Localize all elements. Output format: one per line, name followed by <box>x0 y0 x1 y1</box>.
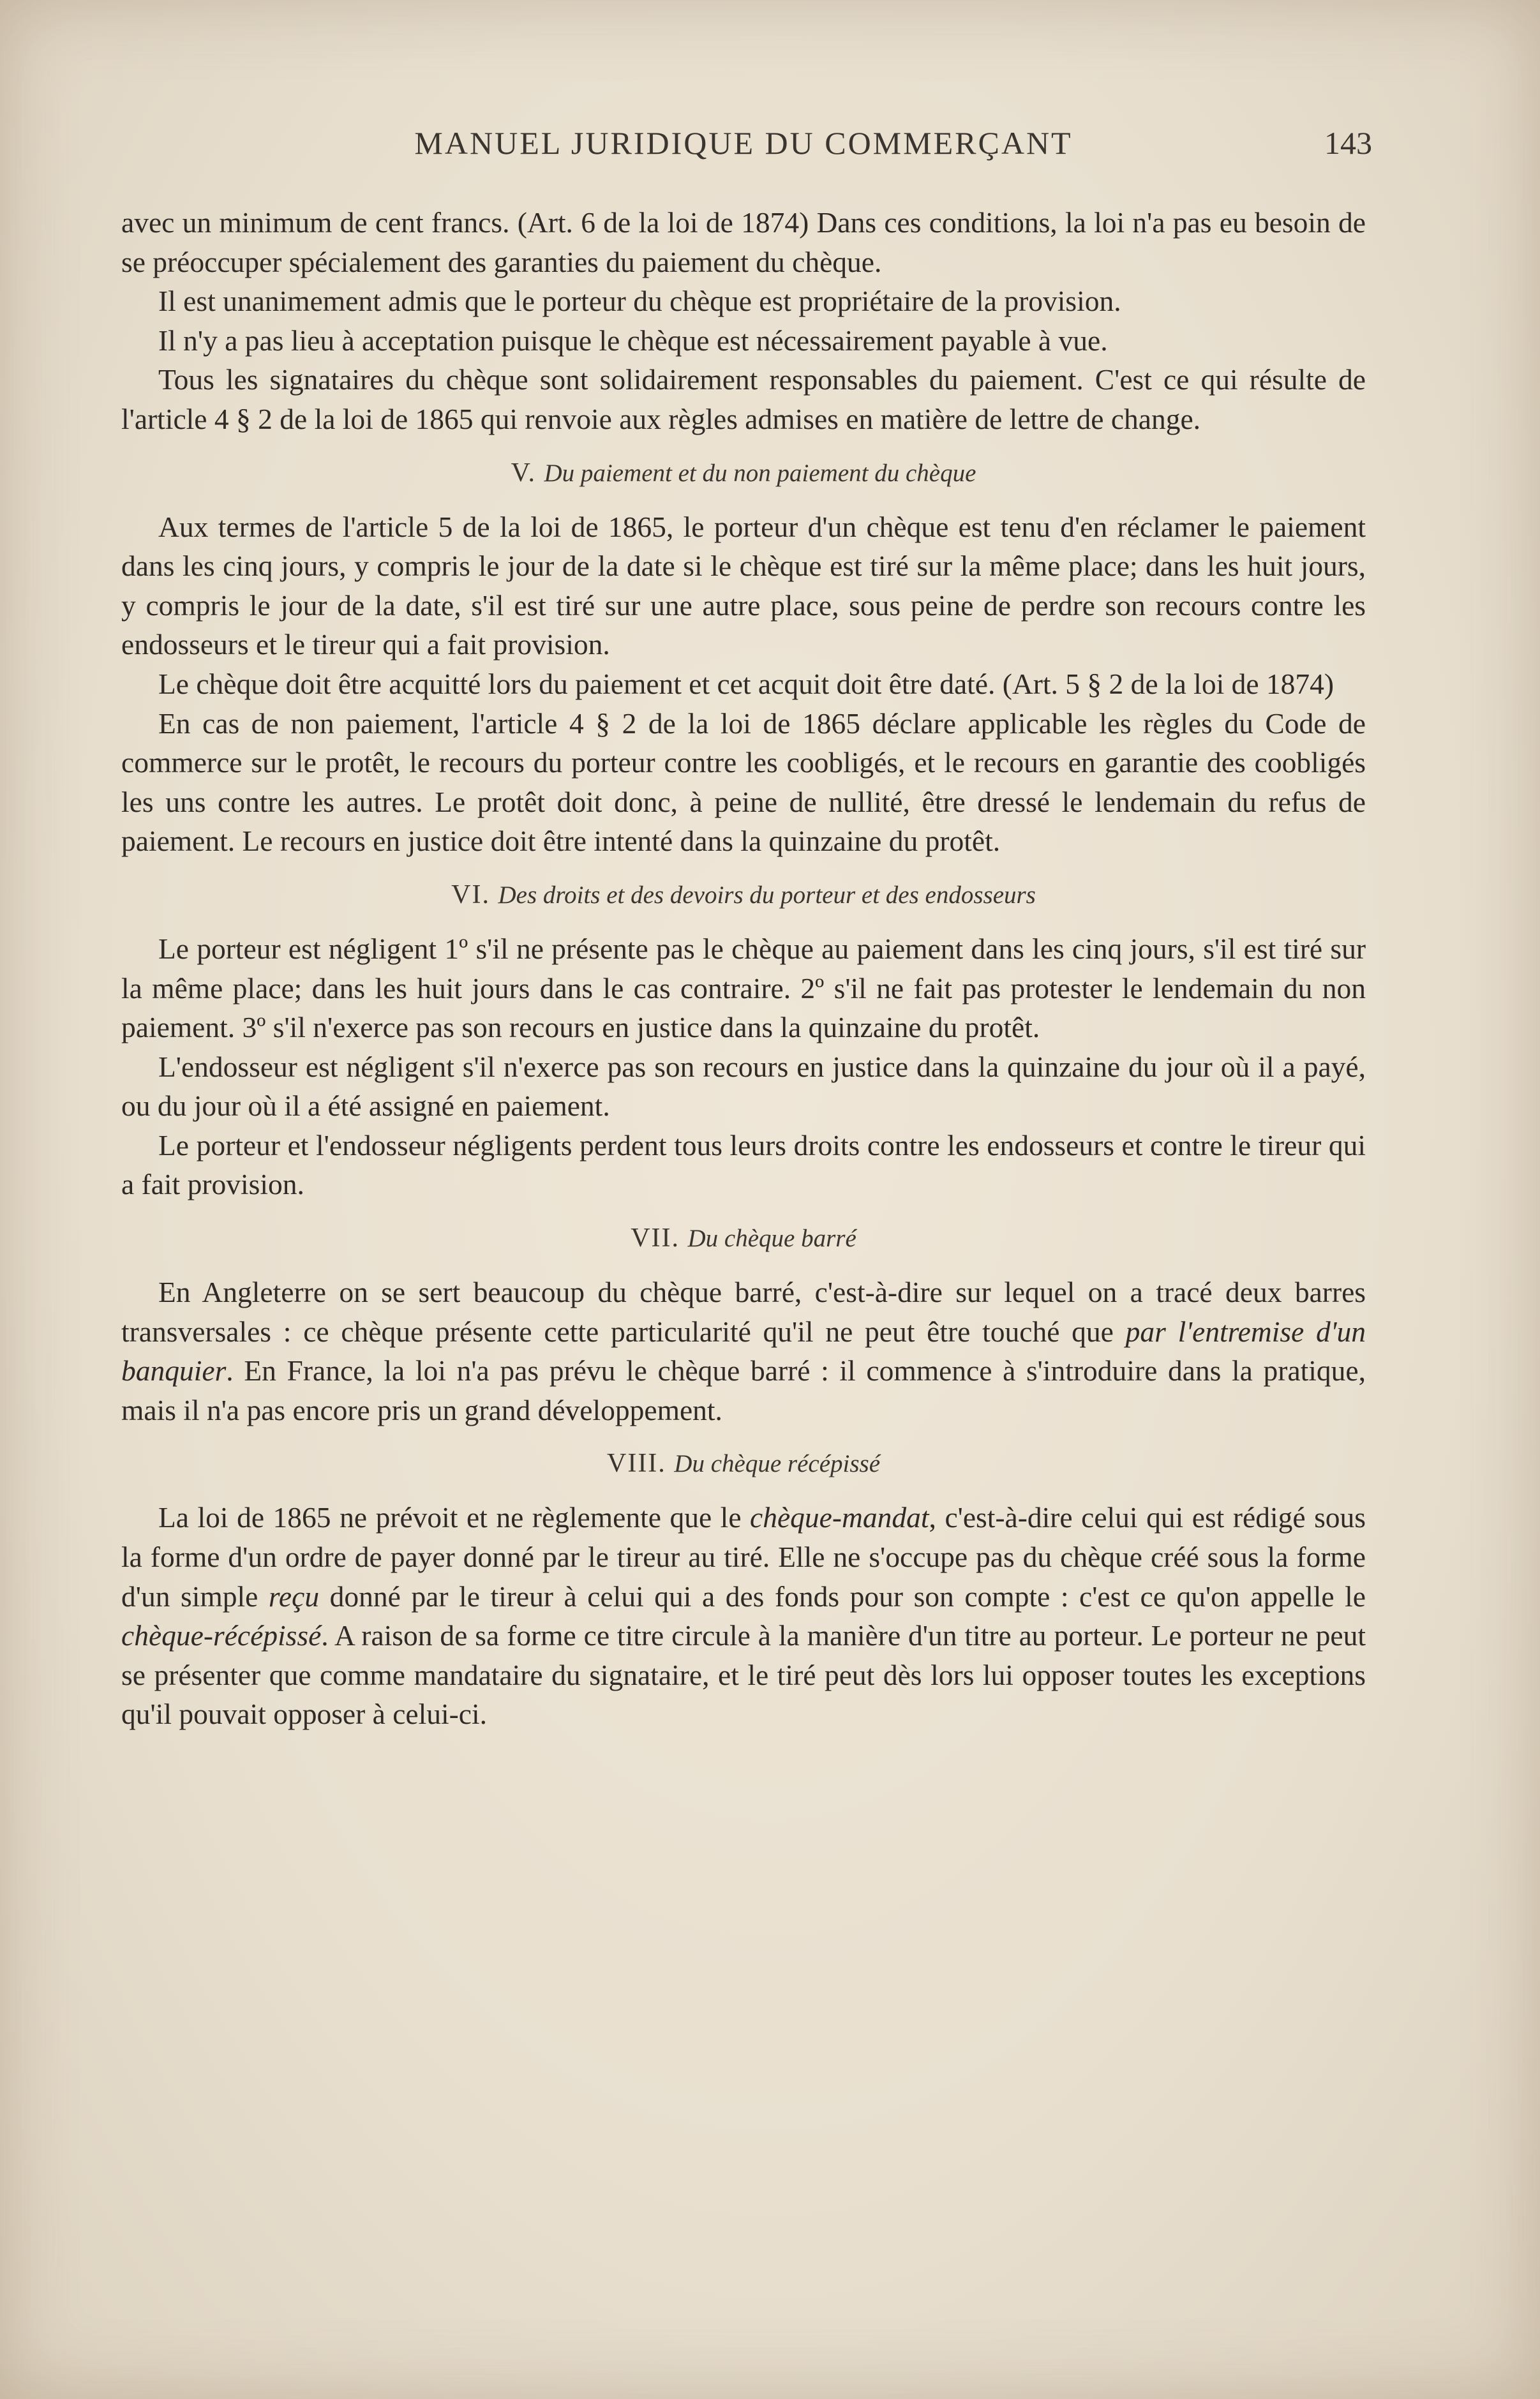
body-text <box>121 203 1366 1734</box>
paragraph: Il n'y a pas lieu à acceptation puisque le chèque est nécessairement payable à vue. <box>158 324 1108 357</box>
paragraph: avec un minimum de cent francs. (Art. 6 de la loi de 1874) Dans ces conditions, la loi n'a pas eu besoin de se préoccuper spécialement des garanties du paiement du chèque. <box>121 206 1366 278</box>
section-heading-vii <box>121 1217 1366 1260</box>
section-numeral: VIII. <box>607 1449 675 1479</box>
section-numeral: VII. <box>631 1223 688 1253</box>
paragraph: Le porteur est négligent 1º s'il ne présente pas le chèque au paiement dans les cinq jours, s'il est tiré sur la même place; dans les huit jours dans le cas contraire. 2º s'il ne fait pas protester le lendemain du non paiement. 3º s'il n'exerce pas son recours en justice dans la quinzaine du protêt. <box>121 932 1366 1044</box>
text-run: , c'est-à-dire celui qui est rédigé sous la forme d'un ordre de payer donné par le tireur au tiré. Elle ne s'occupe pas du chèque créé sous la forme d'un simple <box>121 1501 1366 1613</box>
section-numeral: V. <box>511 458 544 488</box>
text-run: La loi de 1865 ne prévoit et ne règlemente que le <box>158 1501 751 1534</box>
paragraph: Tous les signataires du chèque sont solidairement responsables du paiement. C'est ce qui résulte de l'article 4 § 2 de la loi de 1865 qui renvoie aux règles admises en matière de lettre de change. <box>121 363 1366 435</box>
section-heading-vi <box>121 874 1366 916</box>
paragraph: Le chèque doit être acquitté lors du paiement et cet acquit doit être daté. (Art. 5 § 2 de la loi de 1874) <box>158 667 1334 700</box>
section-heading-viii <box>121 1442 1366 1485</box>
section-title: Du paiement et du non paiement du chèque <box>544 459 976 487</box>
section-title: Du chèque barré <box>687 1225 856 1253</box>
section-title: Des droits et des devoirs du porteur et des endosseurs <box>498 881 1036 909</box>
text-run: donné par le tireur à celui qui a des fonds pour son compte : c'est ce qu'on appelle le <box>319 1580 1366 1613</box>
paragraph <box>121 1273 1366 1430</box>
section-heading-v <box>121 452 1366 495</box>
italic-run: par l'entremise d'un banquier <box>121 1315 1366 1387</box>
paragraph: En cas de non paiement, l'article 4 § 2 de la loi de 1865 déclare applicable les règles du Code de commerce sur le protêt, le recours du porteur contre les coobligés, et le recours en garantie des coobligés les uns contre les autres. Le protêt doit donc, à peine de nullité, être dressé le lendemain du refus de paiement. Le recours en justice doit être intenté dans la quinzaine du protêt. <box>121 706 1366 858</box>
italic-run: chèque-mandat <box>750 1501 929 1534</box>
paragraph <box>121 1498 1366 1734</box>
paragraph: Aux termes de l'article 5 de la loi de 1865, le porteur d'un chèque est tenu d'en réclamer le paiement dans les cinq jours, y compris le jour de la date si le chèque est tiré sur la même place; dans les huit jours, y compris le jour de la date, s'il est tiré sur une autre place, sous peine de perdre son recours contre les endosseurs et le tireur qui a fait provision. <box>121 510 1366 661</box>
text-run: . En France, la loi n'a pas prévu le chèque barré : il commence à s'introduire dans la pratique, mais il n'a pas encore pris un grand développement. <box>121 1354 1366 1426</box>
italic-run: chèque-récépissé <box>121 1619 322 1652</box>
text-run: . A raison de sa forme ce titre circule à la manière d'un titre au porteur. Le porteur ne peut se présenter que comme mandataire du signataire, et le tiré peut dès lors lui opposer toutes les exceptions qu'il pouvait opposer à celui-ci. <box>121 1619 1366 1731</box>
running-head <box>121 124 1372 169</box>
text-run: En Angleterre on se sert beaucoup du chèque barré, c'est-à-dire sur lequel on a tracé deux barres transversales : ce chèque présente cette particularité qu'il ne peut être touché que <box>121 1276 1366 1348</box>
running-title: MANUEL JURIDIQUE DU COMMERÇANT <box>414 125 1073 161</box>
page-number: 143 <box>1324 125 1372 161</box>
section-numeral: VI. <box>451 879 498 909</box>
section-title: Du chèque récépissé <box>674 1450 880 1478</box>
paragraph: L'endosseur est négligent s'il n'exerce pas son recours en justice dans la quinzaine du jour où il a payé, ou du jour où il a été assigné en paiement. <box>121 1050 1366 1123</box>
paragraph: Le porteur et l'endosseur négligents perdent tous leurs droits contre les endosseurs et contre le tireur qui a fait provision. <box>121 1128 1366 1201</box>
paragraph: Il est unanimement admis que le porteur du chèque est propriétaire de la provision. <box>158 285 1121 318</box>
italic-run: reçu <box>268 1580 320 1613</box>
